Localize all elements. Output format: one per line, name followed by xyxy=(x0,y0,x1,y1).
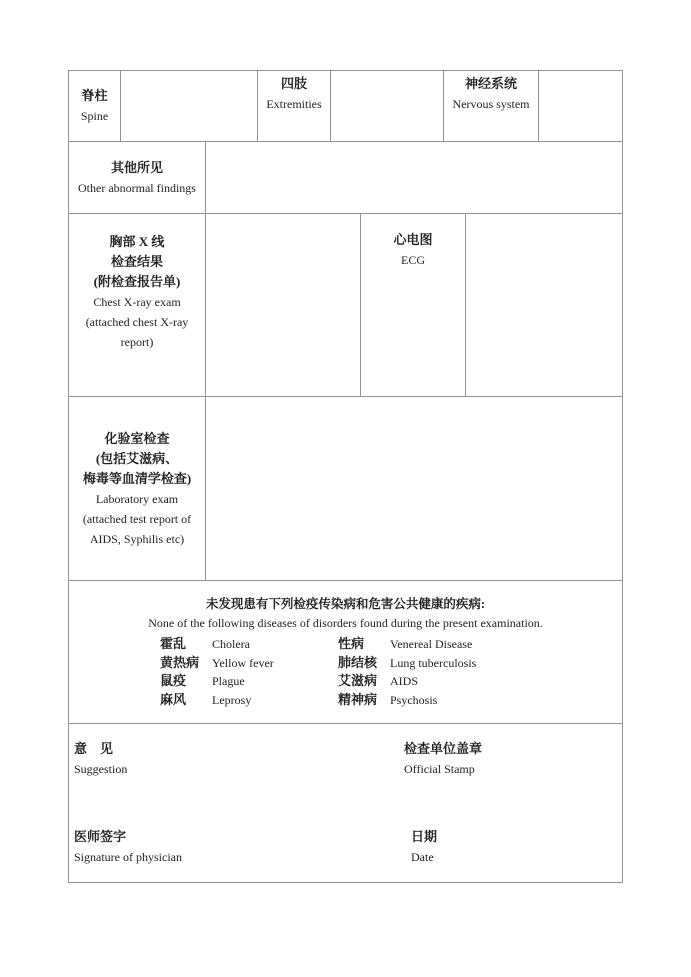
ecg-label-zh: 心电图 xyxy=(393,232,433,247)
row-chest-xray-ecg xyxy=(69,214,622,397)
suggestion-label-en: Suggestion xyxy=(74,762,128,776)
chest-xray-label-en-3: report) xyxy=(120,335,154,349)
lab-exam-label-zh-2: (包括艾滋病、 xyxy=(95,450,179,466)
disease-row xyxy=(160,654,622,673)
lab-exam-label-cell xyxy=(69,397,206,580)
other-findings-label-zh: 其他所见 xyxy=(110,159,163,175)
signature-date-block xyxy=(74,826,622,868)
spine-label-en: Spine xyxy=(80,109,109,123)
suggestion-stamp-block xyxy=(74,738,622,780)
other-findings-label-cell xyxy=(69,142,206,213)
date-label xyxy=(404,826,622,868)
nervous-system-label-cell xyxy=(444,71,539,141)
spine-value-cell xyxy=(121,71,258,141)
extremities-label-cell xyxy=(258,71,331,141)
chest-xray-value-cell xyxy=(206,214,361,396)
suggestion-label-zh: 意 见 xyxy=(74,741,114,756)
diseases-title-en: None of the following diseases of disorders found during the present examination. xyxy=(148,616,543,630)
extremities-value-cell xyxy=(331,71,444,141)
lab-exam-label-en-1: Laboratory exam xyxy=(95,491,179,506)
ecg-label-cell xyxy=(361,214,466,396)
spine-label-zh: 脊柱 xyxy=(81,88,108,103)
disease-zh: 肺结核 xyxy=(338,654,378,670)
chest-xray-label-en-2: (attached chest X-ray xyxy=(85,315,189,329)
row-suggestion-signature xyxy=(69,724,622,882)
official-stamp-label xyxy=(404,738,622,780)
nervous-system-value-cell xyxy=(539,71,622,141)
chest-xray-label-en-1: Chest X-ray exam xyxy=(93,295,181,309)
disease-en: Psychosis xyxy=(390,692,438,707)
extremities-label-en: Extremities xyxy=(266,97,322,111)
lab-exam-label-zh-1: 化验室检查 xyxy=(104,430,170,446)
suggestion-label xyxy=(74,738,404,780)
disease-en: Venereal Disease xyxy=(390,637,473,651)
disease-en: Plague xyxy=(212,674,245,688)
disease-row xyxy=(160,691,622,710)
ecg-label-en: ECG xyxy=(401,253,425,267)
disease-en: Yellow fever xyxy=(212,655,274,670)
examination-table xyxy=(68,70,623,883)
row-spine-extremities-nervous xyxy=(69,71,622,142)
official-stamp-label-en: Official Stamp xyxy=(404,762,475,776)
disease-en: Leprosy xyxy=(212,692,252,707)
physician-signature-label xyxy=(74,826,404,868)
row-other-findings xyxy=(69,142,622,214)
disease-zh: 麻风 xyxy=(160,691,187,707)
disease-en: AIDS xyxy=(390,674,419,688)
physician-signature-label-zh: 医师签字 xyxy=(74,829,127,844)
ecg-value-cell xyxy=(466,214,622,396)
lab-exam-label-en-3: AIDS, Syphilis etc) xyxy=(89,531,185,546)
diseases-title-zh: 未发现患有下列检疫传染病和危害公共健康的疾病: xyxy=(205,597,486,611)
disease-zh: 鼠疫 xyxy=(160,673,187,688)
chest-xray-label-cell xyxy=(69,214,206,396)
nervous-system-label-en: Nervous system xyxy=(452,97,530,111)
row-laboratory-exam xyxy=(69,397,622,581)
disease-zh: 黄热病 xyxy=(160,654,200,670)
diseases-list xyxy=(160,635,622,709)
disease-zh: 艾滋病 xyxy=(338,673,378,688)
extremities-label-zh: 四肢 xyxy=(280,76,307,91)
physician-signature-label-en: Signature of physician xyxy=(74,850,182,864)
disease-zh: 精神病 xyxy=(338,691,378,707)
lab-exam-label-zh-3: 梅毒等血清学检查) xyxy=(82,470,192,486)
row-diseases-declaration xyxy=(69,581,622,724)
lab-exam-label-en-2: (attached test report of xyxy=(82,511,192,526)
disease-en: Cholera xyxy=(212,637,250,651)
lab-exam-value-cell xyxy=(206,397,622,580)
spine-label-cell xyxy=(69,71,121,141)
nervous-system-label-zh: 神经系统 xyxy=(464,76,517,91)
chest-xray-label-zh-2: 检查结果 xyxy=(110,254,163,269)
official-stamp-label-zh: 检查单位盖章 xyxy=(404,741,483,756)
other-findings-label-en: Other abnormal findings xyxy=(78,180,196,195)
other-findings-value-cell xyxy=(206,142,622,213)
chest-xray-label-zh-3: (附检查报告单) xyxy=(93,274,181,289)
diseases-section-cell xyxy=(69,581,622,723)
disease-row xyxy=(160,672,622,691)
disease-zh: 性病 xyxy=(338,636,365,651)
footer-section-cell xyxy=(69,724,622,882)
disease-en: Lung tuberculosis xyxy=(390,655,477,670)
disease-zh: 霍乱 xyxy=(160,636,187,651)
chest-xray-label-zh-1: 胸部 X 线 xyxy=(109,234,165,249)
disease-row xyxy=(160,635,622,654)
date-label-en: Date xyxy=(411,850,434,864)
date-label-zh: 日期 xyxy=(411,829,438,844)
